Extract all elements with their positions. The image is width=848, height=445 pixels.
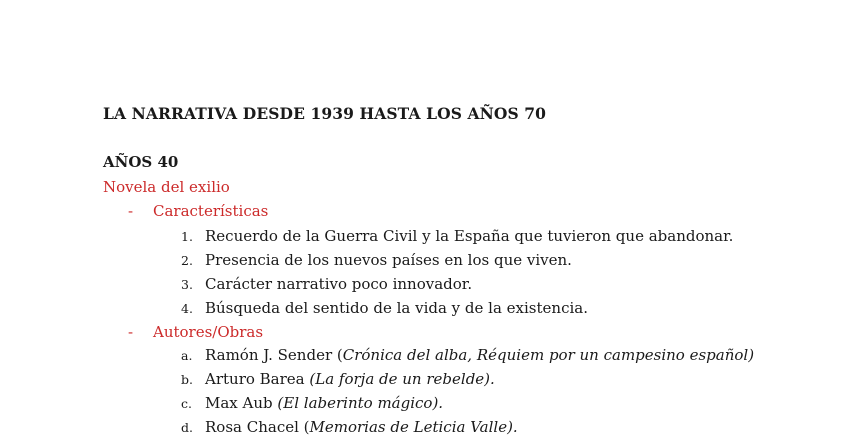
list-number: 4. xyxy=(181,301,193,316)
list-letter: b. xyxy=(181,372,193,387)
author-name: Rosa Chacel ( xyxy=(205,418,310,436)
list-letter: c. xyxy=(181,396,192,411)
subsection-heading: Novela del exilio xyxy=(103,178,230,196)
list-letter: a. xyxy=(181,348,193,363)
document-title: LA NARRATIVA DESDE 1939 HASTA LOS AÑOS 70 xyxy=(103,104,547,123)
list-item: Carácter narrativo poco innovador. xyxy=(205,275,473,293)
list-number: 3. xyxy=(181,277,193,292)
list-letter: d. xyxy=(181,420,193,435)
section-heading: AÑOS 40 xyxy=(103,153,179,171)
bullet-dash: - xyxy=(128,202,134,220)
list-number: 1. xyxy=(181,229,193,244)
work-title: Memorias de Leticia Valle). xyxy=(309,418,518,436)
work-title: (El laberinto mágico). xyxy=(277,394,444,412)
list-item xyxy=(205,345,754,365)
work-title: (La forja de un rebelde). xyxy=(309,370,495,388)
list-item xyxy=(205,369,495,389)
group-heading-autores: Autores/Obras xyxy=(153,323,264,341)
author-name: Ramón J. Sender ( xyxy=(205,346,343,364)
list-item: Presencia de los nuevos países en los que viven. xyxy=(205,251,572,269)
list-item: Recuerdo de la Guerra Civil y la España que tuvieron que abandonar. xyxy=(205,227,734,245)
author-name: Arturo Barea xyxy=(205,370,310,388)
list-number: 2. xyxy=(181,253,193,268)
bullet-dash: - xyxy=(128,323,134,341)
list-item xyxy=(205,417,518,437)
author-name: Max Aub xyxy=(205,394,278,412)
group-heading-caracteristicas: Características xyxy=(153,202,269,220)
work-title: Crónica del alba, Réquiem por un campesino español) xyxy=(342,346,755,364)
list-item: Búsqueda del sentido de la vida y de la existencia. xyxy=(205,299,588,317)
list-item xyxy=(205,393,443,413)
